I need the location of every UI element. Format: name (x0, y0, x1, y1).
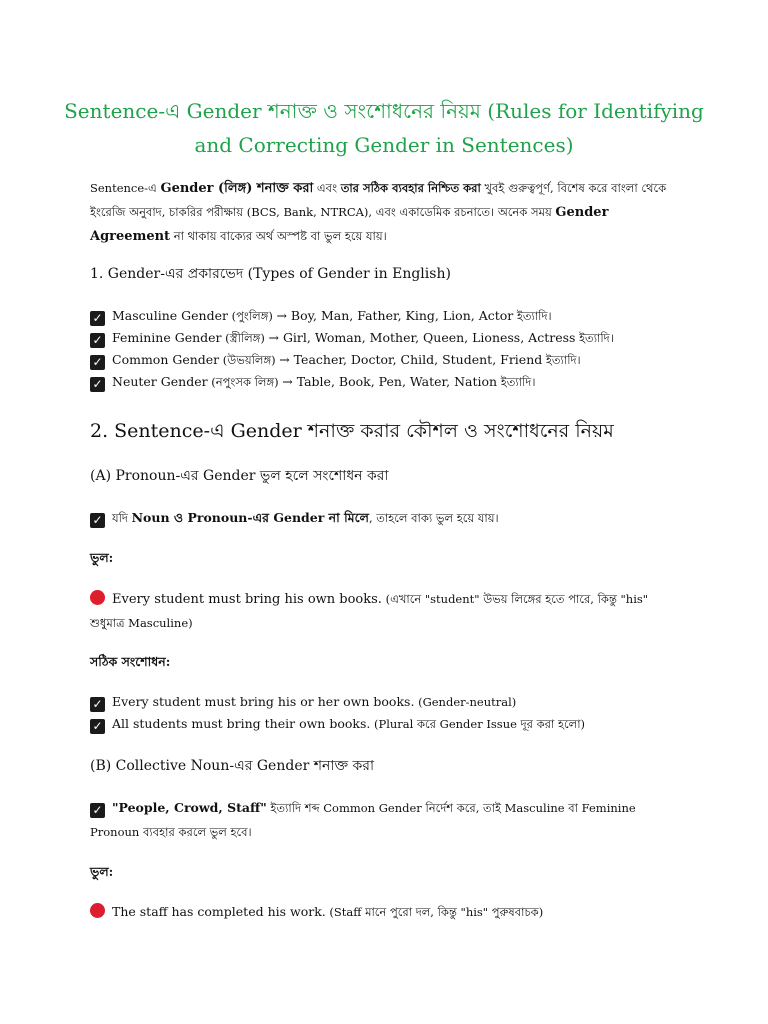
correct-example (90, 692, 516, 712)
wrong-note: (এখানে "student" উভয় লিঙ্গের হতে পারে, কিন্তু "his" শুধুমাত্র Masculine) (90, 592, 649, 630)
wrong-sentence: The staff has completed his work. (112, 904, 326, 919)
wrong-label: ভুল: (90, 550, 114, 565)
check-box-icon: ✓ (90, 719, 105, 734)
check-box-icon: ✓ (90, 697, 105, 712)
subsection-a-heading: (A) Pronoun-এর Gender ভুল হলে সংশোধন করা (90, 468, 389, 484)
section1-heading: 1. Gender-এর প্রকারভেদ (Types of Gender in English) (90, 266, 451, 282)
rule-bold: Noun ও Pronoun-এর Gender না মিলে (131, 510, 369, 525)
check-box-icon: ✓ (90, 311, 105, 326)
check-box-icon: ✓ (90, 803, 105, 818)
gender-type-item (90, 328, 614, 348)
correct-example (90, 714, 585, 734)
gender-bn: (নপুংসক লিঙ্গ) (207, 375, 283, 389)
check-box-icon: ✓ (90, 513, 105, 528)
gender-type-item (90, 350, 581, 370)
intro-text: Sentence-এ (90, 181, 161, 195)
gender-examples: → Boy, Man, Father, King, Lion, Actor (276, 308, 514, 323)
red-circle-icon (90, 590, 105, 605)
title-line-1: Sentence-এ Gender শনাক্ত ও সংশোধনের নিয়ম (Rules for Identifying (64, 99, 704, 123)
wrong-example (90, 587, 680, 635)
title-line-2: and Correcting Gender in Sentences) (194, 133, 574, 157)
gender-suffix: ইত্যাদি। (497, 375, 536, 389)
rule-bold: "People, Crowd, Staff" (112, 800, 267, 815)
rule-item (90, 508, 499, 528)
rule-text: ইত্যাদি শব্দ Common Gender নির্দেশ করে, তাই Masculine বা Feminine Pronoun ব্যবহার করলে ভুল হবে। (90, 801, 636, 839)
rule-text: , তাহলে বাক্য ভুল হয়ে যায়। (368, 511, 499, 525)
wrong-note: (Staff মানে পুরো দল, কিন্তু "his" পুরুষবাচক) (325, 905, 544, 919)
gender-bn: (উভয়লিঙ্গ) (219, 353, 280, 367)
gender-suffix: ইত্যাদি। (542, 353, 581, 367)
intro-bold: Gender Agreement (90, 205, 609, 244)
check-box-icon: ✓ (90, 355, 105, 370)
wrong-example (90, 902, 543, 922)
correct-label: সঠিক সংশোধন: (90, 654, 171, 669)
subsection-b-heading: (B) Collective Noun-এর Gender শনাক্ত করা (90, 758, 375, 774)
gender-suffix: ইত্যাদি। (575, 331, 614, 345)
gender-suffix: ইত্যাদি। (513, 309, 552, 323)
check-box-icon: ✓ (90, 333, 105, 348)
intro-paragraph (90, 176, 680, 248)
gender-name: Feminine Gender (112, 330, 222, 345)
gender-name: Common Gender (112, 352, 220, 367)
rule-text: যদি (112, 511, 132, 525)
correct-note: (Gender-neutral) (414, 695, 517, 709)
correct-note: (Plural করে Gender Issue দূর করা হলো) (370, 717, 586, 731)
check-box-icon: ✓ (90, 377, 105, 392)
wrong-sentence: Every student must bring his own books. (112, 592, 382, 607)
gender-type-item (90, 372, 535, 392)
gender-name: Neuter Gender (112, 374, 208, 389)
gender-type-item (90, 306, 552, 326)
correct-sentence: Every student must bring his or her own books. (112, 694, 415, 709)
red-circle-icon (90, 903, 105, 918)
gender-bn: (পুংলিঙ্গ) (227, 309, 277, 323)
section2-heading: 2. Sentence-এ Gender শনাক্ত করার কৌশল ও সংশোধনের নিয়ম (90, 420, 614, 442)
intro-text: এবং (313, 181, 341, 195)
wrong-label: ভুল: (90, 864, 114, 879)
gender-examples: → Teacher, Doctor, Child, Student, Friend (279, 352, 543, 367)
gender-examples: → Table, Book, Pen, Water, Nation (282, 374, 498, 389)
rule-item (90, 796, 680, 844)
correct-sentence: All students must bring their own books. (112, 716, 371, 731)
intro-bold: Gender (লিঙ্গ) শনাক্ত করা (160, 181, 314, 196)
gender-name: Masculine Gender (112, 308, 228, 323)
gender-bn: (স্ত্রীলিঙ্গ) (221, 331, 269, 345)
gender-examples: → Girl, Woman, Mother, Queen, Lioness, Actress (268, 330, 576, 345)
intro-bold: তার সঠিক ব্যবহার নিশ্চিত করা (340, 181, 481, 195)
intro-text: খুবই গুরুত্বপূর্ণ, বিশেষ করে বাংলা থেকে ইংরেজি অনুবাদ, চাকরির পরীক্ষায় (BCS, Bank, NTRCA), এবং একাডেমিক রচনাতে। অনেক সময় (90, 181, 667, 219)
intro-text: না থাকায় বাক্যের অর্থ অস্পষ্ট বা ভুল হয়ে যায়। (170, 229, 387, 243)
page-title (60, 94, 708, 162)
